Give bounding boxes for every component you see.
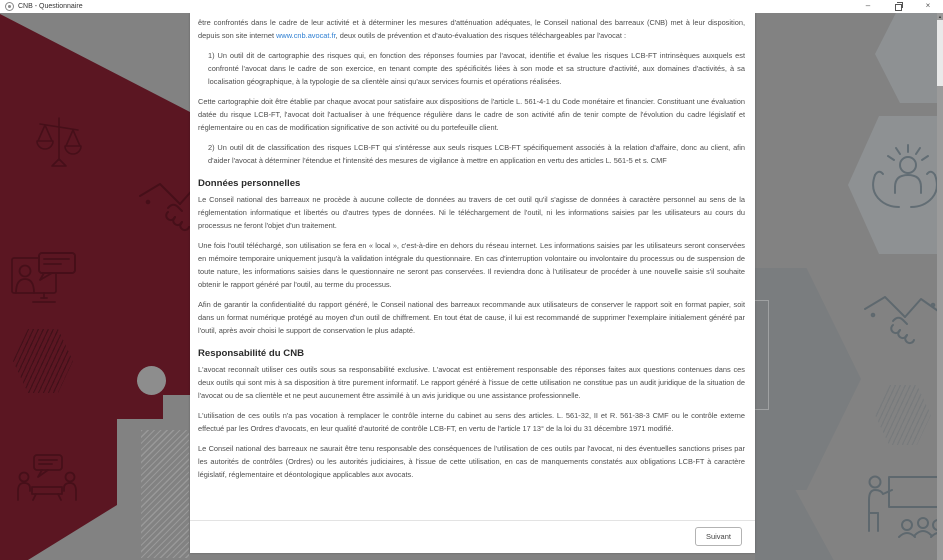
responsabilite-paragraph-3: Le Conseil national des barreaux ne saurait être tenu responsable des conséquences de l'utilisation de ces outils par l'avocat, ni des éventuelles sanctions prises par les autorités de contrôles (Ordres) ou les autorités judiciaires, à l'issue de cette utilisation, en cas de manquements constatés aux obligations LCB-FT à caractère législatif, réglementaire et déontologique applicables aux avocats.	[198, 444, 745, 479]
scales-icon	[36, 113, 82, 175]
donnees-paragraph-2: Une fois l'outil téléchargé, son utilisation se fera en « local », c'est-à-dire en dehors du réseau internet. Les informations saisies par les utilisateurs seront conservées en mémoire temporaire uniquement jusqu'à la validation intégrale du questionnaire. En cas d'interruption volontaire ou involontaire du processus ou de suspension de toute nature, les informations saisies dans le questionnaire ne seront pas conservées. Il reviendra donc à l'utilisateur de procéder à une nouvelle saisie s'il souhaite obtenir le rapport généré par l'outil, au terme du processus.	[198, 241, 745, 289]
intro-paragraph	[198, 16, 745, 42]
window-controls	[853, 0, 943, 13]
meeting-icon	[16, 454, 78, 506]
handshake-icon	[138, 178, 190, 248]
donnees-paragraph-3: Afin de garantir la confidentialité du rapport généré, le Conseil national des barreaux recommande aux utilisateurs de conserver le rapport soit en format papier, soit dans un format numérique protégé au moyen d'un outil de chiffrement. En tout état de cause, il lui est recommandé de supprimer l'exemplaire initialement généré par l'outil, après avoir choisi le support de conservation le plus adapté.	[198, 300, 745, 335]
intro-text-after: , deux outils de prévention et d'auto-évaluation des risques téléchargeables par l'avocat :	[335, 31, 627, 40]
minimize-button[interactable]: –	[865, 1, 871, 10]
panel-footer	[190, 520, 755, 553]
titlebar	[0, 0, 943, 13]
hexagon-stripes	[875, 385, 931, 445]
tool-item-2: 2) Un outil dit de classification des risques LCB-FT qui s'intéresse aux seuls risques LCB-FT spécifiquement associés à la relation d'affaire, donc au client, afin d'aider l'avocat à déterminer l'étendue et l'intensité des mesures de vigilance à mettre en application en vertu des articles L. 561-5 et s. CMF	[208, 143, 745, 165]
diagonal-stripes	[141, 430, 189, 558]
hexagon-shape	[875, 13, 943, 103]
scrollbar-thumb[interactable]	[937, 20, 943, 86]
video-call-icon	[11, 252, 77, 312]
tool-item-1: 1) Un outil dit de cartographie des risques qui, en fonction des réponses fournies par l'avocat, identifie et évalue les risques LCB-FT intrinsèques auxquels est confronté l'avocat dans le cadre de son exercice, en tenant compte des spécificités liées à son mode et sa structure d'activité, aux domaines d'activités, à sa localisation géographique, à la typologie de sa clientèle ainsi qu'aux services fournis et opérations réalisées.	[208, 51, 745, 86]
app-icon	[5, 2, 14, 11]
hexagon-shape	[755, 481, 845, 560]
next-button[interactable]: Suivant	[695, 527, 742, 546]
donnees-paragraph-1: Le Conseil national des barreaux ne procède à aucune collecte de données au travers de cet outil qu'il s'agisse de données à caractère personnel au sens de la réglementation informatique et libertés ou d'autres types de données. Ni le téléchargement de l'outil, ni les informations saisies par les utilisateurs au cours du processus ne feront l'objet d'un traitement.	[198, 195, 745, 230]
scrollbar[interactable]	[937, 13, 943, 560]
caring-hands-icon	[868, 143, 942, 221]
hexagon-shape	[755, 268, 861, 490]
content-panel	[190, 13, 755, 553]
outlined-rectangle	[755, 300, 769, 410]
left-decoration-band	[0, 13, 190, 560]
handshake-icon	[863, 291, 943, 357]
section-heading-responsabilite-cnb: Responsabilité du CNB	[198, 348, 305, 359]
close-button[interactable]: ×	[925, 1, 931, 10]
presenter-icon	[865, 473, 943, 539]
document-text	[190, 13, 755, 481]
responsabilite-paragraph-1: L'avocat reconnaît utiliser ces outils sous sa responsabilité exclusive. L'avocat est entièrement responsable des réponses faites aux questions contenues dans ces deux outils qui sont mis à sa disposition à titre purement informatif. Le rapport généré à l'issue de cette utilisation ne constitue pas un audit juridique de la situation de l'avocat ou de sa clientèle et ne peut aucunement être assimilé à un avis juridique ou une assistance professionnelle.	[198, 365, 745, 400]
right-decoration-band	[755, 13, 943, 560]
cartographie-paragraph: Cette cartographie doit être établie par chaque avocat pour satisfaire aux dispositions de l'article L. 561-4-1 du Code monétaire et financier. Constituant une évaluation datée du risque LCB-FT, l'avocat doit l'actualiser à une fréquence régulière dans le cadre de son activité afin de tenir compte de l'évolution du cadre législatif et réglementaire ou en cas de modification significative de son activité ou du portefeuille client.	[198, 97, 745, 132]
restore-button[interactable]	[883, 0, 913, 13]
scroll-up-arrow[interactable]: ▲	[938, 14, 942, 19]
circle-shape	[137, 366, 166, 395]
cnb-website-link[interactable]: www.cnb.avocat.fr	[276, 31, 336, 40]
section-heading-donnees-personnelles: Données personnelles	[198, 178, 301, 189]
intro-text-before: être confrontés dans le cadre de leur activité et à déterminer les mesures d'atténuation adéquates, le Conseil national des barreaux (CNB) met à leur disposition, depuis son site internet	[198, 18, 745, 40]
window-title: CNB - Questionnaire	[18, 3, 83, 10]
responsabilite-paragraph-2: L'utilisation de ces outils n'a pas vocation à remplacer le contrôle interne du cabinet au sens des articles. L. 561-32, II et R. 561-38-3 CMF ou le contrôle externe effectué par les Ordres d'avocats, en leur qualité d'autorité de contrôle LCB-FT, en vertu de l'article 17 13° de la loi du 31 décembre 1971 modifié.	[198, 411, 745, 433]
